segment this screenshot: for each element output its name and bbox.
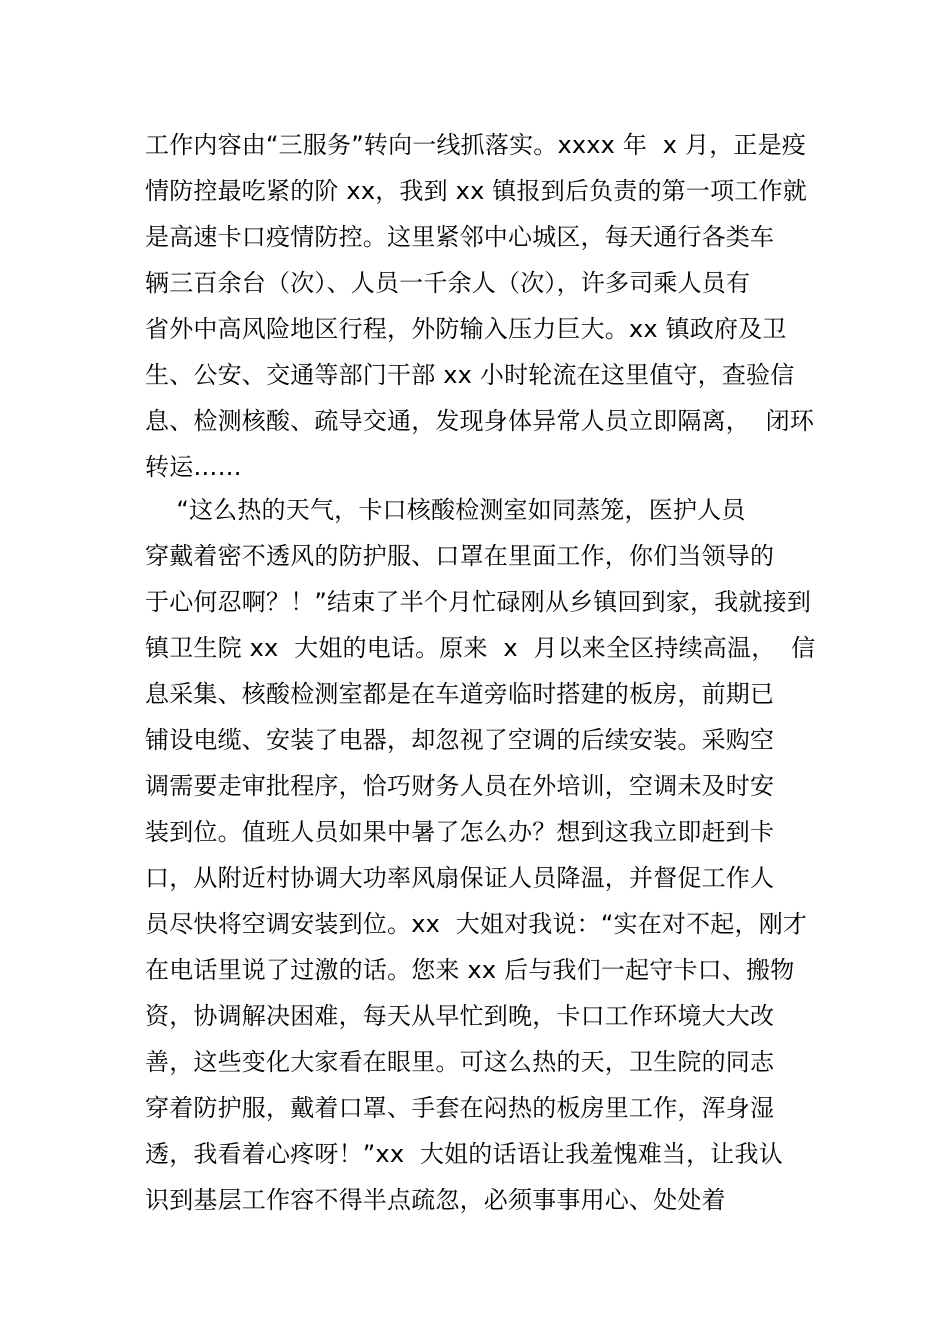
text-line: 息采集、核酸检测室都是在车道旁临时搭建的板房，前期已 (145, 680, 775, 708)
text-line: 在电话里说了过激的话。您来 xx 后与我们一起守卡口、搬物 (145, 956, 795, 984)
text-line: 穿戴着密不透风的防护服、口罩在里面工作，你们当领导的 (145, 542, 775, 570)
text-line: 铺设电缆、安装了电器，却忽视了空调的后续安装。采购空 (145, 726, 775, 754)
text-line: 善，这些变化大家看在眼里。可这么热的天，卫生院的同志 (145, 1048, 775, 1076)
text-line: “这么热的天气，卡口核酸检测室如同蒸笼，医护人员 (145, 496, 746, 524)
text-line: 镇卫生院 xx 大姐的电话。原来 x 月以来全区持续高温， 信 (145, 634, 816, 662)
text-line: 辆三百余台（次）、人员一千余人（次），许多司乘人员有 (145, 269, 751, 297)
text-line: 转运…… (145, 453, 242, 481)
text-line: 资，协调解决困难，每天从早忙到晚，卡口工作环境大大改 (145, 1002, 775, 1030)
text-line: 情防控最吃紧的阶 xx，我到 xx 镇报到后负责的第一项工作就 (145, 177, 807, 205)
text-line: 装到位。值班人员如果中暑了怎么办？想到这我立即赶到卡 (145, 818, 775, 846)
text-line: 息、检测核酸、疏导交通，发现身体异常人员立即隔离， 闭环 (145, 407, 815, 435)
text-line: 穿着防护服，戴着口罩、手套在闷热的板房里工作，浑身湿 (145, 1094, 775, 1122)
text-line: 是高速卡口疫情防控。这里紧邻中心城区，每天通行各类车 (145, 223, 775, 251)
text-line: 调需要走审批程序，恰巧财务人员在外培训，空调未及时安 (145, 772, 775, 800)
text-line: 员尽快将空调安装到位。xx 大姐对我说：“实在对不起，刚才 (145, 910, 808, 938)
text-line: 识到基层工作容不得半点疏忽，必须事事用心、处处着 (145, 1186, 726, 1214)
text-line: 生、公安、交通等部门干部 xx 小时轮流在这里值守，查验信 (145, 361, 795, 389)
text-line: 透，我看着心疼呀！”xx 大姐的话语让我羞愧难当，让我认 (145, 1140, 783, 1168)
text-line: 工作内容由“三服务”转向一线抓落实。xxxx 年 x 月，正是疫 (145, 131, 806, 159)
text-line: 省外中高风险地区行程，外防输入压力巨大。xx 镇政府及卫 (145, 315, 787, 343)
text-line: 口，从附近村协调大功率风扇保证人员降温，并督促工作人 (145, 864, 775, 892)
text-line: 于心何忍啊？！”结束了半个月忙碌刚从乡镇回到家，我就接到 (145, 588, 812, 616)
